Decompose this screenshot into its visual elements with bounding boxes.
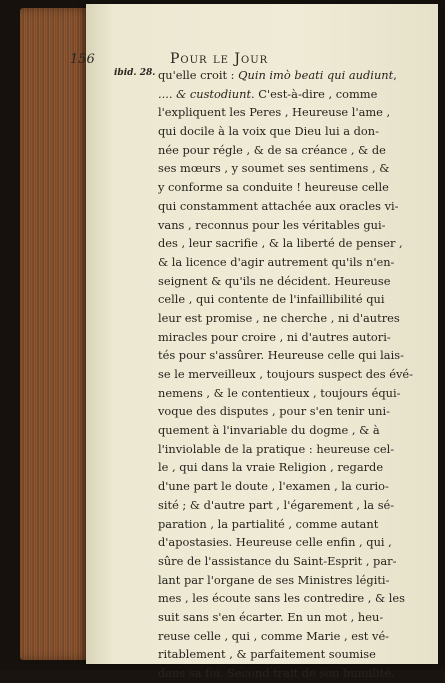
line-text: nemens , & le contentieux , toujours équi- bbox=[158, 385, 401, 400]
text-line bbox=[158, 328, 408, 347]
text-line bbox=[158, 496, 408, 515]
line-text: dans sa foi. Second trait de son humilité. bbox=[158, 666, 395, 680]
line-text: voque des disputes , pour s'en tenir uni- bbox=[158, 404, 390, 419]
text-line bbox=[158, 103, 408, 122]
line-text: celle , qui contente de l'infaillibilité qui bbox=[158, 292, 385, 307]
line-text: ritablement , & parfaitement soumise bbox=[158, 647, 376, 662]
line-text: d'apostasies. Heureuse celle enfin , qui , bbox=[158, 535, 392, 550]
text-line bbox=[158, 178, 408, 197]
line-text: sûre de l'assistance du Saint-Esprit , par- bbox=[158, 553, 397, 568]
text-line bbox=[158, 458, 408, 477]
line-text: tés pour s'assûrer. Heureuse celle qui lais- bbox=[158, 348, 404, 363]
text-line bbox=[158, 384, 408, 403]
italic-quote: Quin imò beati qui audiunt bbox=[238, 68, 394, 82]
line-text: d'une part le doute , l'examen , la curio- bbox=[158, 479, 389, 494]
text-line bbox=[158, 627, 408, 646]
text-line bbox=[158, 571, 408, 590]
line-text: y conforme sa conduite ! heureuse celle bbox=[158, 180, 389, 195]
line-text: quement à l'invariable du dogme , & à bbox=[158, 423, 380, 438]
margin-reference: ibid. 28. bbox=[114, 68, 156, 78]
text-line bbox=[158, 272, 408, 291]
text-line bbox=[158, 533, 408, 552]
text-line bbox=[158, 477, 408, 496]
line-text: reuse celle , qui , comme Marie , est vé- bbox=[158, 628, 390, 643]
text-line bbox=[158, 253, 408, 272]
line-text: qui constamment attachée aux oracles vi- bbox=[158, 198, 399, 213]
running-title: Pour le Jour bbox=[170, 51, 269, 67]
text-line bbox=[158, 365, 413, 384]
text-line bbox=[158, 290, 408, 309]
text-line bbox=[158, 66, 408, 85]
line-text: l'inviolable de la pratique : heureuse cel- bbox=[158, 441, 395, 456]
line-text: , bbox=[393, 68, 397, 82]
text-line bbox=[158, 309, 408, 328]
line-text: miracles pour croire , ni d'autres autori- bbox=[158, 329, 391, 344]
line-text: se le merveilleux , toujours suspect des évé- bbox=[158, 367, 413, 381]
line-text: sité ; & d'autre part , l'égarement , la sé- bbox=[158, 497, 395, 512]
page-number: 156 bbox=[70, 52, 95, 67]
text-line bbox=[158, 645, 408, 664]
line-text: seignent & qu'ils ne décident. Heureuse bbox=[158, 273, 391, 288]
text-line bbox=[158, 402, 408, 421]
text-line bbox=[158, 122, 408, 141]
line-text: . C'est-à-dire , comme bbox=[251, 86, 378, 101]
text-line bbox=[158, 141, 408, 160]
line-text: qu'elle croit : bbox=[158, 68, 239, 82]
text-line bbox=[158, 589, 408, 608]
line-text: le , qui dans la vraie Religion , regarde bbox=[158, 460, 384, 475]
text-line bbox=[158, 440, 408, 459]
line-text: ses mœurs , y soumet ses sentimens , & bbox=[158, 161, 390, 176]
text-line bbox=[158, 216, 408, 235]
text-line bbox=[158, 421, 408, 440]
text-line bbox=[158, 552, 408, 571]
line-text: qui docile à la voix que Dieu lui a don- bbox=[158, 124, 379, 139]
line-text: l'expliquent les Peres , Heureuse l'ame , bbox=[158, 105, 391, 120]
italic-quote: .... & custodiunt bbox=[158, 86, 252, 101]
text-line bbox=[158, 346, 408, 365]
text-line bbox=[158, 85, 408, 104]
line-text: leur est promise , ne cherche , ni d'autres bbox=[158, 310, 400, 325]
line-text: suit sans s'en écarter. En un mot , heu- bbox=[158, 609, 384, 624]
line-text: lant par l'organe de ses Ministres légiti- bbox=[158, 572, 390, 587]
book-page-edges bbox=[20, 8, 92, 660]
line-text: vans , reconnus pour les véritables gui- bbox=[158, 217, 386, 232]
body-text bbox=[158, 66, 413, 683]
line-text: des , leur sacrifie , & la liberté de penser , bbox=[158, 236, 403, 251]
text-line bbox=[158, 664, 408, 683]
text-line bbox=[158, 159, 408, 178]
line-text: paration , la partialité , comme autant bbox=[158, 516, 379, 531]
text-line bbox=[158, 234, 408, 253]
text-line bbox=[158, 197, 408, 216]
text-line bbox=[158, 515, 408, 534]
line-text: née pour régle , & de sa créance , & de bbox=[158, 142, 386, 157]
line-text: & la licence d'agir autrement qu'ils n'en- bbox=[158, 254, 395, 269]
text-line bbox=[158, 608, 408, 627]
line-text: mes , les écoute sans les contredire , & les bbox=[158, 591, 405, 606]
